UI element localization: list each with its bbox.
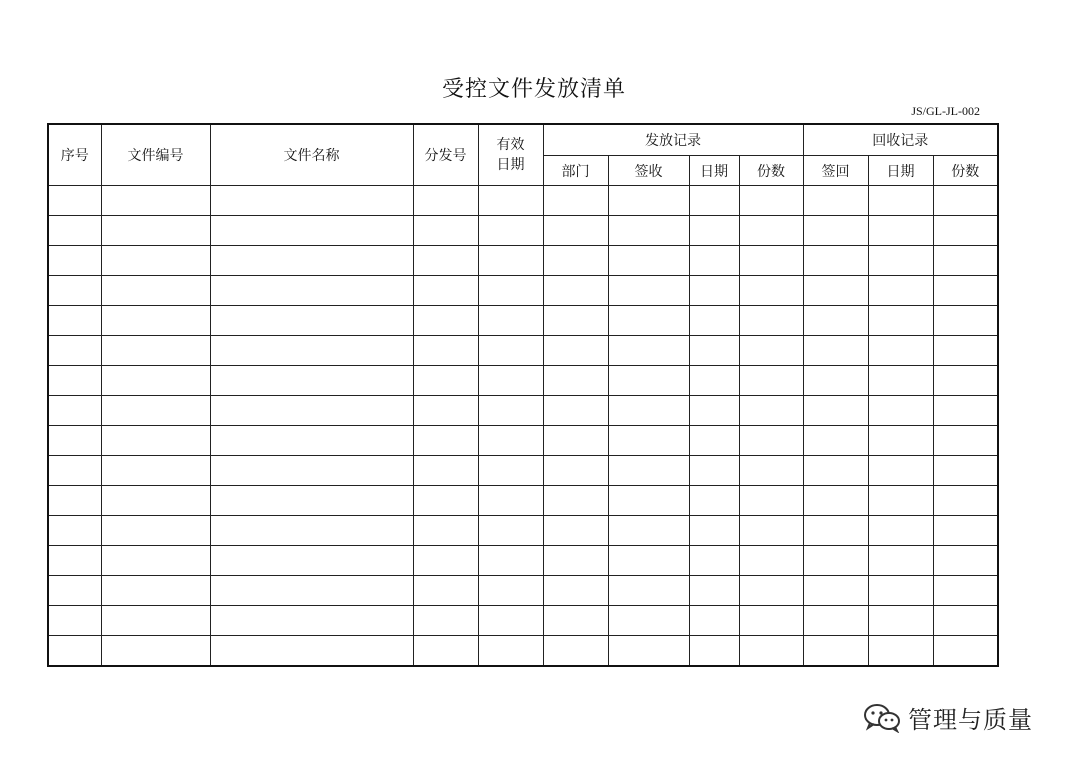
header-return-sign: 签回	[803, 156, 868, 186]
table-cell[interactable]	[413, 396, 478, 426]
table-cell[interactable]	[608, 336, 689, 366]
table-cell[interactable]	[608, 606, 689, 636]
table-cell[interactable]	[543, 246, 608, 276]
table-cell[interactable]	[933, 516, 998, 546]
table-cell[interactable]	[210, 606, 413, 636]
table-cell[interactable]	[608, 456, 689, 486]
table-cell[interactable]	[739, 246, 803, 276]
wechat-logo-icon	[862, 703, 902, 733]
table-cell[interactable]	[210, 396, 413, 426]
table-cell[interactable]	[101, 246, 210, 276]
table-cell[interactable]	[803, 516, 868, 546]
table-cell[interactable]	[210, 516, 413, 546]
table-cell[interactable]	[803, 576, 868, 606]
table-cell[interactable]	[803, 396, 868, 426]
table-cell[interactable]	[739, 486, 803, 516]
table-cell[interactable]	[101, 216, 210, 246]
table-cell[interactable]	[739, 576, 803, 606]
table-cell[interactable]	[868, 246, 933, 276]
table-cell[interactable]	[210, 546, 413, 576]
table-cell[interactable]	[608, 306, 689, 336]
table-cell[interactable]	[933, 276, 998, 306]
table-cell[interactable]	[543, 396, 608, 426]
table-cell[interactable]	[543, 426, 608, 456]
table-cell[interactable]	[101, 366, 210, 396]
table-cell[interactable]	[101, 606, 210, 636]
table-cell[interactable]	[543, 216, 608, 246]
table-cell[interactable]	[689, 486, 739, 516]
table-cell[interactable]	[608, 546, 689, 576]
table-cell[interactable]	[739, 396, 803, 426]
table-cell[interactable]	[101, 396, 210, 426]
table-cell[interactable]	[689, 516, 739, 546]
table-cell[interactable]	[210, 486, 413, 516]
header-return-record: 回收记录	[803, 124, 998, 156]
table-cell[interactable]	[868, 456, 933, 486]
table-cell[interactable]	[543, 336, 608, 366]
table-cell[interactable]	[608, 186, 689, 216]
table-cell[interactable]	[543, 606, 608, 636]
table-cell[interactable]	[101, 276, 210, 306]
table-cell[interactable]	[739, 276, 803, 306]
table-cell[interactable]	[101, 456, 210, 486]
table-cell[interactable]	[543, 186, 608, 216]
table-cell[interactable]	[210, 216, 413, 246]
table-cell[interactable]	[543, 636, 608, 667]
table-cell[interactable]	[689, 636, 739, 667]
header-valid-date-line1: 有效	[496, 137, 525, 153]
table-cell[interactable]	[608, 636, 689, 667]
table-cell[interactable]	[739, 516, 803, 546]
table-row	[48, 366, 998, 396]
table-cell[interactable]	[608, 216, 689, 246]
table-cell[interactable]	[803, 486, 868, 516]
table-cell[interactable]	[478, 336, 543, 366]
table-cell[interactable]	[48, 336, 101, 366]
table-cell[interactable]	[689, 336, 739, 366]
table-cell[interactable]	[101, 336, 210, 366]
table-cell[interactable]	[413, 306, 478, 336]
table-cell[interactable]	[543, 516, 608, 546]
table-cell[interactable]	[413, 576, 478, 606]
table-row	[48, 486, 998, 516]
header-return-copies: 份数	[933, 156, 998, 186]
table-cell[interactable]	[868, 216, 933, 246]
table-cell[interactable]	[689, 426, 739, 456]
document-code: JS/GL-JL-002	[911, 104, 980, 118]
table-cell[interactable]	[48, 396, 101, 426]
table-cell[interactable]	[478, 216, 543, 246]
table-cell[interactable]	[210, 366, 413, 396]
table-cell[interactable]	[543, 366, 608, 396]
table-cell[interactable]	[739, 186, 803, 216]
table-cell[interactable]	[210, 576, 413, 606]
table-cell[interactable]	[933, 396, 998, 426]
table-cell[interactable]	[868, 186, 933, 216]
table-row	[48, 246, 998, 276]
table-cell[interactable]	[868, 606, 933, 636]
table-cell[interactable]	[48, 216, 101, 246]
table-cell[interactable]	[478, 426, 543, 456]
table-cell[interactable]	[478, 366, 543, 396]
table-cell[interactable]	[478, 396, 543, 426]
table-cell[interactable]	[478, 306, 543, 336]
table-cell[interactable]	[413, 636, 478, 667]
table-cell[interactable]	[48, 276, 101, 306]
table-cell[interactable]	[803, 426, 868, 456]
table-cell[interactable]	[803, 246, 868, 276]
table-cell[interactable]	[933, 456, 998, 486]
table-cell[interactable]	[478, 186, 543, 216]
table-cell[interactable]	[803, 276, 868, 306]
table-cell[interactable]	[413, 186, 478, 216]
header-valid-date-line2: 日期	[496, 157, 525, 173]
table-cell[interactable]	[933, 366, 998, 396]
header-doc-name: 文件名称	[210, 124, 413, 186]
table-cell[interactable]	[413, 366, 478, 396]
table-cell[interactable]	[48, 366, 101, 396]
table-cell[interactable]	[543, 306, 608, 336]
table-cell[interactable]	[101, 426, 210, 456]
table-cell[interactable]	[413, 246, 478, 276]
table-cell[interactable]	[478, 486, 543, 516]
table-cell[interactable]	[689, 306, 739, 336]
table-cell[interactable]	[933, 186, 998, 216]
table-cell[interactable]	[48, 636, 101, 667]
header-distribution-number: 分发号	[413, 124, 478, 186]
table-cell[interactable]	[543, 576, 608, 606]
table-cell[interactable]	[933, 606, 998, 636]
table-cell[interactable]	[803, 336, 868, 366]
table-cell[interactable]	[608, 426, 689, 456]
header-issue-record: 发放记录	[543, 124, 803, 156]
table-cell[interactable]	[689, 396, 739, 426]
table-cell[interactable]	[478, 246, 543, 276]
table-cell[interactable]	[48, 186, 101, 216]
table-cell[interactable]	[689, 366, 739, 396]
table-cell[interactable]	[608, 366, 689, 396]
table-cell[interactable]	[478, 516, 543, 546]
table-row	[48, 636, 998, 667]
table-cell[interactable]	[868, 516, 933, 546]
table-cell[interactable]	[868, 306, 933, 336]
table-cell[interactable]	[478, 276, 543, 306]
table-row	[48, 576, 998, 606]
table-cell[interactable]	[689, 606, 739, 636]
table-cell[interactable]	[739, 366, 803, 396]
table-cell[interactable]	[210, 426, 413, 456]
table-cell[interactable]	[101, 486, 210, 516]
document-title: 受控文件发放清单	[441, 77, 626, 102]
table-cell[interactable]	[210, 336, 413, 366]
table-cell[interactable]	[210, 246, 413, 276]
table-cell[interactable]	[868, 546, 933, 576]
table-cell[interactable]	[689, 546, 739, 576]
header-issue-copies: 份数	[739, 156, 803, 186]
table-cell[interactable]	[48, 456, 101, 486]
table-cell[interactable]	[868, 486, 933, 516]
table-cell[interactable]	[101, 186, 210, 216]
table-cell[interactable]	[933, 336, 998, 366]
header-seq: 序号	[48, 124, 101, 186]
table-cell[interactable]	[689, 576, 739, 606]
table-cell[interactable]	[608, 576, 689, 606]
table-cell[interactable]	[48, 306, 101, 336]
header-doc-number: 文件编号	[101, 124, 210, 186]
watermark-text: 管理与质量	[908, 706, 1033, 734]
watermark	[862, 700, 1033, 735]
table-cell[interactable]	[803, 216, 868, 246]
table-cell[interactable]	[101, 306, 210, 336]
table-row	[48, 306, 998, 336]
table-cell[interactable]	[868, 276, 933, 306]
table-cell[interactable]	[803, 606, 868, 636]
table-cell[interactable]	[689, 246, 739, 276]
table-cell[interactable]	[478, 636, 543, 667]
table-cell[interactable]	[868, 336, 933, 366]
table-cell[interactable]	[210, 456, 413, 486]
table-row	[48, 216, 998, 246]
table-cell[interactable]	[739, 456, 803, 486]
table-cell[interactable]	[210, 636, 413, 667]
table-cell[interactable]	[413, 426, 478, 456]
table-cell[interactable]	[608, 396, 689, 426]
table-cell[interactable]	[739, 306, 803, 336]
table-cell[interactable]	[689, 216, 739, 246]
table-cell[interactable]	[413, 546, 478, 576]
table-cell[interactable]	[803, 186, 868, 216]
table-row	[48, 396, 998, 426]
table-cell[interactable]	[101, 576, 210, 606]
table-cell[interactable]	[413, 456, 478, 486]
table-cell[interactable]	[933, 546, 998, 576]
table-cell[interactable]	[933, 426, 998, 456]
table-cell[interactable]	[868, 426, 933, 456]
table-cell[interactable]	[608, 276, 689, 306]
header-issue-date: 日期	[689, 156, 739, 186]
table-cell[interactable]	[101, 636, 210, 667]
table-row	[48, 186, 998, 216]
table-cell[interactable]	[933, 576, 998, 606]
table-cell[interactable]	[739, 216, 803, 246]
table-cell[interactable]	[739, 336, 803, 366]
header-valid-date	[478, 124, 543, 186]
table-cell[interactable]	[608, 486, 689, 516]
table-cell[interactable]	[48, 486, 101, 516]
table-row	[48, 546, 998, 576]
header-return-date: 日期	[868, 156, 933, 186]
table-cell[interactable]	[933, 216, 998, 246]
table-row	[48, 516, 998, 546]
table-body	[48, 186, 998, 667]
table-row	[48, 336, 998, 366]
table-cell[interactable]	[689, 456, 739, 486]
table-cell[interactable]	[608, 516, 689, 546]
header-issue-department: 部门	[543, 156, 608, 186]
table-cell[interactable]	[48, 546, 101, 576]
table-cell[interactable]	[543, 546, 608, 576]
table-cell[interactable]	[933, 636, 998, 667]
table-cell[interactable]	[739, 426, 803, 456]
table-cell[interactable]	[933, 306, 998, 336]
table-row	[48, 426, 998, 456]
table-cell[interactable]	[478, 606, 543, 636]
table-cell[interactable]	[48, 606, 101, 636]
table-cell[interactable]	[48, 246, 101, 276]
table-cell[interactable]	[868, 366, 933, 396]
table-row	[48, 456, 998, 486]
table-cell[interactable]	[868, 576, 933, 606]
table-cell[interactable]	[413, 216, 478, 246]
table-cell[interactable]	[868, 396, 933, 426]
table-cell[interactable]	[608, 246, 689, 276]
table-cell[interactable]	[413, 336, 478, 366]
table-cell[interactable]	[739, 546, 803, 576]
table-cell[interactable]	[739, 636, 803, 667]
table-cell[interactable]	[933, 486, 998, 516]
table-cell[interactable]	[933, 246, 998, 276]
table-cell[interactable]	[543, 276, 608, 306]
table-cell[interactable]	[478, 456, 543, 486]
distribution-table	[47, 123, 999, 667]
table-cell[interactable]	[803, 366, 868, 396]
table-cell[interactable]	[803, 636, 868, 667]
table-cell[interactable]	[689, 276, 739, 306]
table-cell[interactable]	[210, 276, 413, 306]
table-cell[interactable]	[413, 276, 478, 306]
table-cell[interactable]	[48, 426, 101, 456]
table-cell[interactable]	[101, 516, 210, 546]
table-cell[interactable]	[868, 636, 933, 667]
table-cell[interactable]	[803, 306, 868, 336]
table-cell[interactable]	[48, 516, 101, 546]
table-cell[interactable]	[543, 456, 608, 486]
table-cell[interactable]	[101, 546, 210, 576]
table-cell[interactable]	[413, 606, 478, 636]
header-issue-sign: 签收	[608, 156, 689, 186]
table-cell[interactable]	[210, 306, 413, 336]
table-cell[interactable]	[413, 516, 478, 546]
table-cell[interactable]	[48, 576, 101, 606]
table-cell[interactable]	[478, 576, 543, 606]
table-cell[interactable]	[478, 546, 543, 576]
table-cell[interactable]	[689, 186, 739, 216]
table-cell[interactable]	[739, 606, 803, 636]
table-row	[48, 276, 998, 306]
table-cell[interactable]	[803, 456, 868, 486]
table-cell[interactable]	[803, 546, 868, 576]
table-row	[48, 606, 998, 636]
table-cell[interactable]	[210, 186, 413, 216]
table-cell[interactable]	[413, 486, 478, 516]
table-cell[interactable]	[543, 486, 608, 516]
